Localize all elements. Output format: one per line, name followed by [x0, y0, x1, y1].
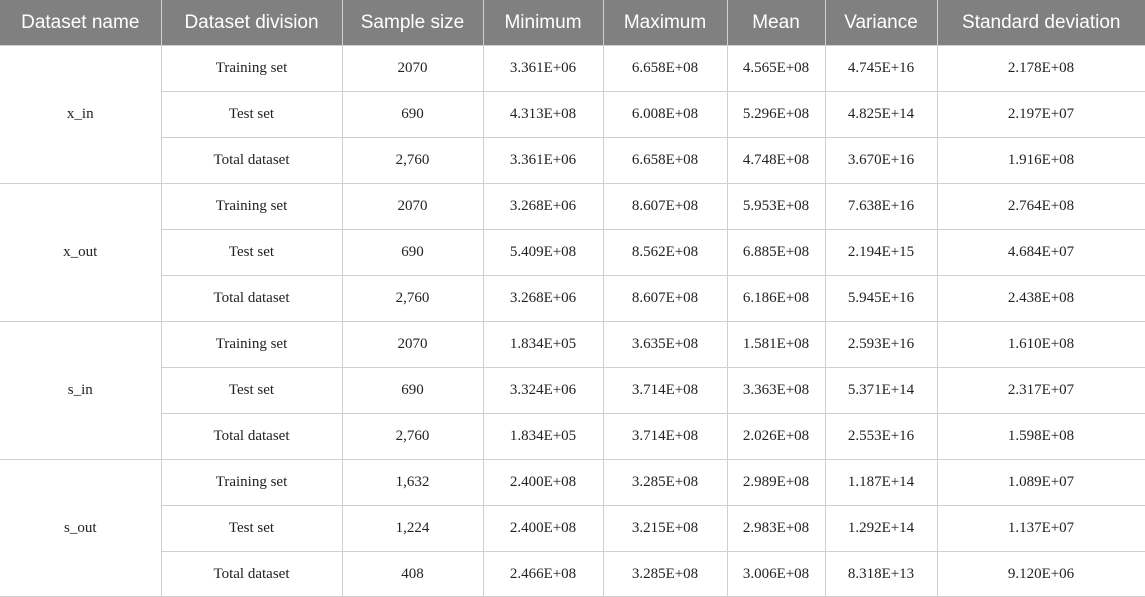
- sample-size-cell: 408: [342, 552, 483, 597]
- sample-size-cell: 2070: [342, 322, 483, 368]
- table-body: [0, 46, 1145, 597]
- sample-size-cell: 690: [342, 230, 483, 276]
- maximum-cell: 8.607E+08: [603, 184, 727, 230]
- standard-deviation-cell: 4.684E+07: [937, 230, 1145, 276]
- maximum-cell: 3.285E+08: [603, 552, 727, 597]
- standard-deviation-cell: 1.089E+07: [937, 460, 1145, 506]
- dataset-name-cell: s_out: [0, 460, 161, 597]
- header-row: [0, 0, 1145, 46]
- sample-size-cell: 2,760: [342, 414, 483, 460]
- minimum-cell: 3.324E+06: [483, 368, 603, 414]
- maximum-cell: 3.215E+08: [603, 506, 727, 552]
- mean-cell: 2.983E+08: [727, 506, 825, 552]
- maximum-cell: 3.714E+08: [603, 414, 727, 460]
- header-variance: Variance: [825, 0, 937, 46]
- minimum-cell: 4.313E+08: [483, 92, 603, 138]
- sample-size-cell: 690: [342, 92, 483, 138]
- mean-cell: 6.186E+08: [727, 276, 825, 322]
- division-cell: Training set: [161, 322, 342, 368]
- standard-deviation-cell: 1.610E+08: [937, 322, 1145, 368]
- mean-cell: 2.989E+08: [727, 460, 825, 506]
- dataset-name-cell: x_out: [0, 184, 161, 322]
- table-header: [0, 0, 1145, 46]
- variance-cell: 5.945E+16: [825, 276, 937, 322]
- maximum-cell: 6.658E+08: [603, 138, 727, 184]
- table-row: [0, 138, 1145, 184]
- division-cell: Test set: [161, 506, 342, 552]
- minimum-cell: 5.409E+08: [483, 230, 603, 276]
- table-row: [0, 552, 1145, 597]
- division-cell: Test set: [161, 230, 342, 276]
- variance-cell: 2.593E+16: [825, 322, 937, 368]
- header-dataset-division: Dataset division: [161, 0, 342, 46]
- division-cell: Total dataset: [161, 138, 342, 184]
- division-cell: Total dataset: [161, 552, 342, 597]
- table-row: [0, 184, 1145, 230]
- mean-cell: 3.006E+08: [727, 552, 825, 597]
- standard-deviation-cell: 2.197E+07: [937, 92, 1145, 138]
- division-cell: Test set: [161, 92, 342, 138]
- variance-cell: 1.292E+14: [825, 506, 937, 552]
- maximum-cell: 8.607E+08: [603, 276, 727, 322]
- header-dataset-name: Dataset name: [0, 0, 161, 46]
- division-cell: Training set: [161, 460, 342, 506]
- mean-cell: 4.748E+08: [727, 138, 825, 184]
- sample-size-cell: 1,224: [342, 506, 483, 552]
- variance-cell: 7.638E+16: [825, 184, 937, 230]
- standard-deviation-cell: 2.764E+08: [937, 184, 1145, 230]
- mean-cell: 3.363E+08: [727, 368, 825, 414]
- minimum-cell: 3.268E+06: [483, 276, 603, 322]
- minimum-cell: 2.400E+08: [483, 460, 603, 506]
- standard-deviation-cell: 2.317E+07: [937, 368, 1145, 414]
- minimum-cell: 1.834E+05: [483, 322, 603, 368]
- sample-size-cell: 2,760: [342, 138, 483, 184]
- minimum-cell: 2.400E+08: [483, 506, 603, 552]
- variance-cell: 2.553E+16: [825, 414, 937, 460]
- division-cell: Training set: [161, 184, 342, 230]
- table-row: [0, 46, 1145, 92]
- header-sample-size: Sample size: [342, 0, 483, 46]
- table-row: [0, 92, 1145, 138]
- maximum-cell: 6.658E+08: [603, 46, 727, 92]
- minimum-cell: 3.361E+06: [483, 46, 603, 92]
- mean-cell: 5.296E+08: [727, 92, 825, 138]
- maximum-cell: 6.008E+08: [603, 92, 727, 138]
- dataset-name-cell: s_in: [0, 322, 161, 460]
- standard-deviation-cell: 1.916E+08: [937, 138, 1145, 184]
- table-row: [0, 368, 1145, 414]
- table-row: [0, 276, 1145, 322]
- table-row: [0, 230, 1145, 276]
- maximum-cell: 3.635E+08: [603, 322, 727, 368]
- maximum-cell: 3.714E+08: [603, 368, 727, 414]
- minimum-cell: 2.466E+08: [483, 552, 603, 597]
- sample-size-cell: 1,632: [342, 460, 483, 506]
- variance-cell: 8.318E+13: [825, 552, 937, 597]
- sample-size-cell: 2,760: [342, 276, 483, 322]
- variance-cell: 1.187E+14: [825, 460, 937, 506]
- minimum-cell: 3.268E+06: [483, 184, 603, 230]
- standard-deviation-cell: 2.438E+08: [937, 276, 1145, 322]
- table-row: [0, 322, 1145, 368]
- mean-cell: 6.885E+08: [727, 230, 825, 276]
- standard-deviation-cell: 1.137E+07: [937, 506, 1145, 552]
- standard-deviation-cell: 9.120E+06: [937, 552, 1145, 597]
- mean-cell: 2.026E+08: [727, 414, 825, 460]
- maximum-cell: 8.562E+08: [603, 230, 727, 276]
- division-cell: Total dataset: [161, 414, 342, 460]
- maximum-cell: 3.285E+08: [603, 460, 727, 506]
- variance-cell: 4.745E+16: [825, 46, 937, 92]
- variance-cell: 2.194E+15: [825, 230, 937, 276]
- division-cell: Total dataset: [161, 276, 342, 322]
- sample-size-cell: 690: [342, 368, 483, 414]
- sample-size-cell: 2070: [342, 46, 483, 92]
- table-row: [0, 414, 1145, 460]
- header-minimum: Minimum: [483, 0, 603, 46]
- mean-cell: 4.565E+08: [727, 46, 825, 92]
- standard-deviation-cell: 1.598E+08: [937, 414, 1145, 460]
- minimum-cell: 3.361E+06: [483, 138, 603, 184]
- table-row: [0, 460, 1145, 506]
- variance-cell: 5.371E+14: [825, 368, 937, 414]
- division-cell: Test set: [161, 368, 342, 414]
- header-standard-deviation: Standard deviation: [937, 0, 1145, 46]
- division-cell: Training set: [161, 46, 342, 92]
- variance-cell: 3.670E+16: [825, 138, 937, 184]
- dataset-name-cell: x_in: [0, 46, 161, 184]
- header-mean: Mean: [727, 0, 825, 46]
- variance-cell: 4.825E+14: [825, 92, 937, 138]
- mean-cell: 5.953E+08: [727, 184, 825, 230]
- table-row: [0, 506, 1145, 552]
- standard-deviation-cell: 2.178E+08: [937, 46, 1145, 92]
- minimum-cell: 1.834E+05: [483, 414, 603, 460]
- mean-cell: 1.581E+08: [727, 322, 825, 368]
- header-maximum: Maximum: [603, 0, 727, 46]
- sample-size-cell: 2070: [342, 184, 483, 230]
